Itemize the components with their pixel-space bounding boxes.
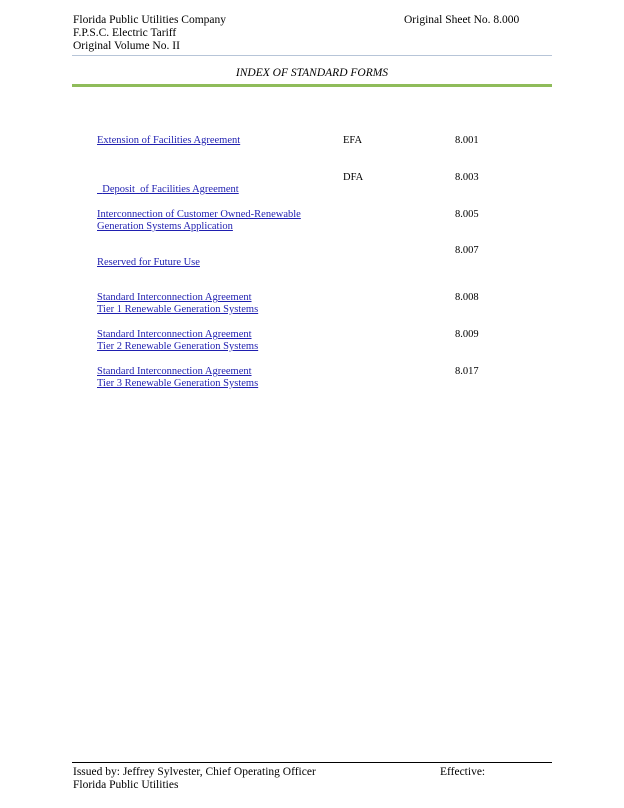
tariff-name: F.P.S.C. Electric Tariff bbox=[73, 27, 177, 39]
company-name: Florida Public Utilities Company bbox=[73, 14, 227, 26]
entry-name-line: Standard Interconnection Agreement bbox=[97, 366, 252, 377]
entry-name-line: Deposit of Facilities Agreement bbox=[102, 184, 239, 195]
entry-sheet-number: 8.003 bbox=[455, 172, 479, 183]
effective-label: Effective: bbox=[440, 766, 486, 778]
entry-sheet-number: 8.007 bbox=[455, 245, 479, 256]
entry-name-line: Standard Interconnection Agreement bbox=[97, 292, 252, 303]
entry-name-line: Standard Interconnection Agreement bbox=[97, 329, 252, 340]
entry-name-line: Extension of Facilities Agreement bbox=[97, 135, 241, 146]
entry-name-line: Interconnection of Customer Owned-Renewable bbox=[97, 209, 301, 220]
link-tier-2-interconnection-agreement[interactable] bbox=[97, 329, 258, 353]
entry-sheet-number: 8.001 bbox=[455, 135, 479, 146]
entry-abbreviation: EFA bbox=[343, 135, 363, 146]
entry-name-line: Tier 1 Renewable Generation Systems bbox=[97, 304, 259, 315]
link-tier-3-interconnection-agreement[interactable] bbox=[97, 366, 258, 390]
link-extension-of-facilities-agreement[interactable] bbox=[97, 135, 240, 147]
entry-name-line: Generation Systems Application bbox=[97, 221, 233, 232]
footer-left-block bbox=[73, 766, 316, 792]
entry-sheet-number: 8.008 bbox=[455, 292, 479, 303]
page-title: INDEX OF STANDARD FORMS bbox=[235, 67, 389, 79]
link-interconnection-application[interactable] bbox=[97, 209, 301, 233]
header-divider bbox=[72, 55, 552, 56]
entry-abbreviation: DFA bbox=[343, 172, 364, 183]
sheet-number: Original Sheet No. 8.000 bbox=[404, 14, 520, 26]
entry-sheet-number: 8.009 bbox=[455, 329, 479, 340]
entry-name-line: Tier 3 Renewable Generation Systems bbox=[97, 378, 259, 389]
entry-sheet-number: 8.005 bbox=[455, 209, 479, 220]
volume-label: Original Volume No. II bbox=[73, 40, 180, 52]
issued-by: Issued by: Jeffrey Sylvester, Chief Operating Officer bbox=[73, 766, 316, 778]
footer-divider bbox=[72, 762, 552, 763]
issuing-organization: Florida Public Utilities bbox=[73, 779, 179, 791]
link-reserved-for-future-use[interactable] bbox=[97, 257, 200, 269]
link-deposit-of-facilities-agreement[interactable] bbox=[97, 172, 239, 196]
link-tier-1-interconnection-agreement[interactable] bbox=[97, 292, 258, 316]
title-divider bbox=[72, 84, 552, 87]
entry-name-line: Reserved for Future Use bbox=[97, 257, 200, 268]
header-left-block bbox=[73, 14, 226, 53]
entry-name-line: Tier 2 Renewable Generation Systems bbox=[97, 341, 259, 352]
entry-sheet-number: 8.017 bbox=[455, 366, 479, 377]
